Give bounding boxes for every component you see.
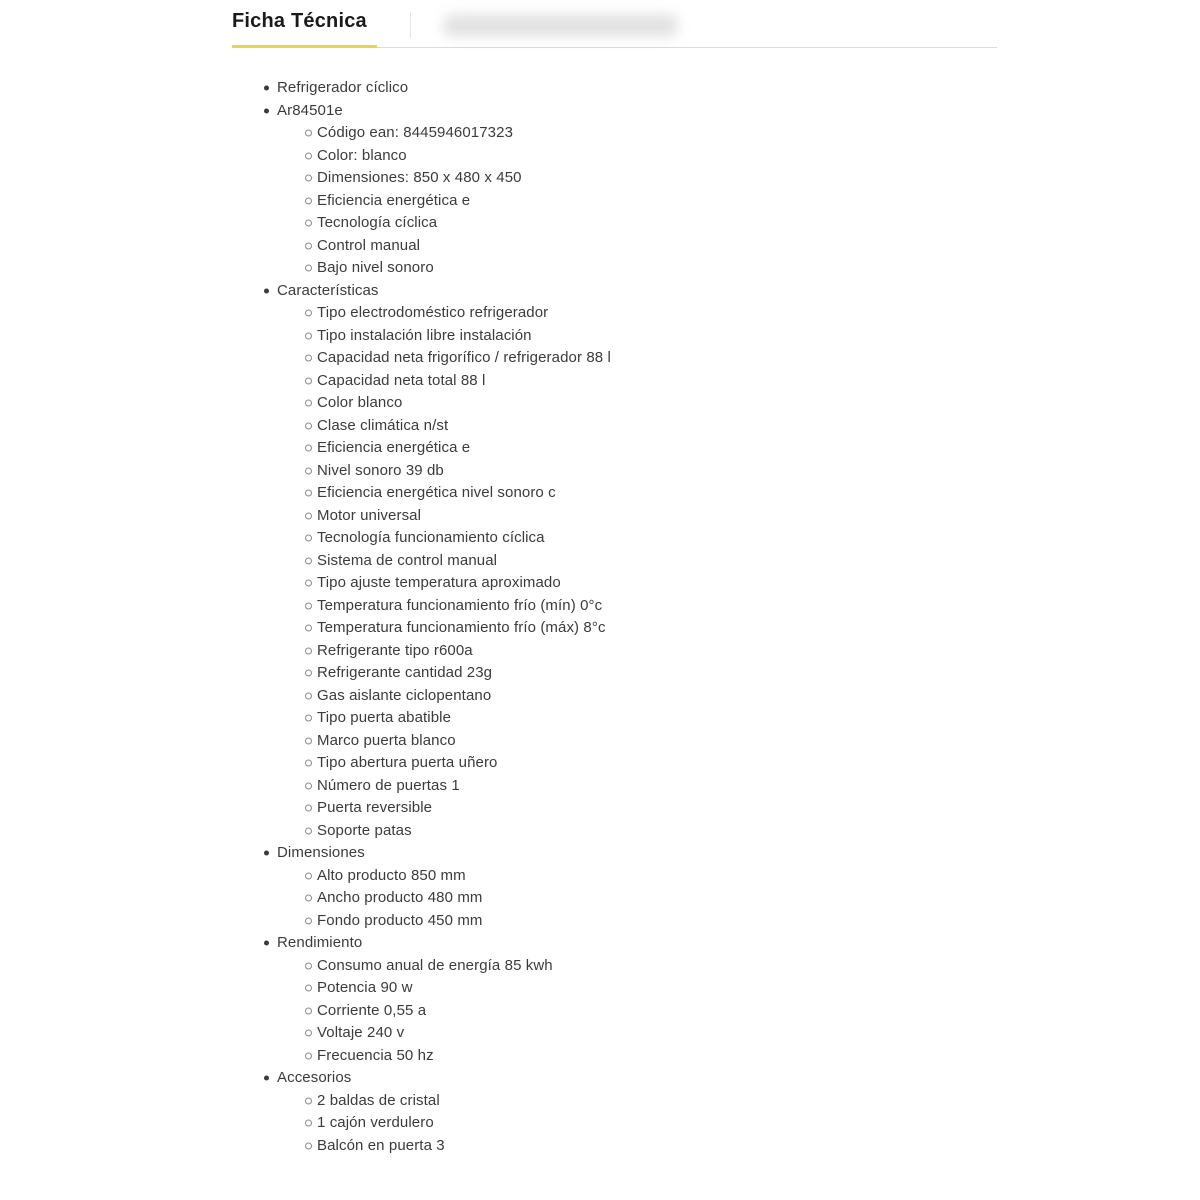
- circle-bullet-icon: [305, 242, 312, 249]
- circle-bullet-icon: [305, 895, 312, 902]
- list-item: [232, 1112, 997, 1135]
- list-item-text: Soporte patas: [317, 821, 412, 839]
- circle-bullet-icon: [305, 737, 312, 744]
- list-item: [232, 1000, 997, 1023]
- list-item: [232, 685, 997, 708]
- circle-bullet-icon: [305, 355, 312, 362]
- list-item: [232, 1045, 997, 1068]
- disc-bullet-icon: [264, 108, 269, 113]
- circle-bullet-icon: [305, 692, 312, 699]
- list-item-text: Refrigerante cantidad 23g: [317, 664, 493, 681]
- circle-bullet-icon: [305, 782, 312, 789]
- circle-bullet-icon: [305, 917, 312, 924]
- list-item: [232, 820, 997, 843]
- list-item-text: Nivel sonoro 39 db: [317, 461, 444, 479]
- circle-bullet-icon: [305, 805, 312, 812]
- list-item: [232, 167, 997, 190]
- circle-bullet-icon: [305, 467, 312, 474]
- ficha-tecnica-section: [232, 0, 997, 1157]
- list-item: [232, 887, 997, 910]
- list-item: [232, 280, 997, 303]
- disc-bullet-icon: [264, 288, 269, 293]
- disc-bullet-icon: [264, 941, 269, 946]
- circle-bullet-icon: [305, 557, 312, 564]
- list-item: [232, 707, 997, 730]
- list-item-text: Refrigerante tipo r600a: [317, 641, 473, 659]
- circle-bullet-icon: [305, 310, 312, 317]
- list-item: [232, 617, 997, 640]
- disc-bullet-icon: [264, 851, 269, 856]
- list-item-text: Eficiencia energética e: [317, 439, 471, 456]
- list-item: [232, 347, 997, 370]
- circle-bullet-icon: [305, 490, 312, 497]
- list-item-text: Dimensiones: [277, 844, 365, 861]
- circle-bullet-icon: [305, 130, 312, 137]
- circle-bullet-icon: [305, 625, 312, 632]
- list-item: [232, 662, 997, 685]
- list-item-text: 2 baldas de cristal: [317, 1091, 440, 1109]
- circle-bullet-icon: [305, 377, 312, 384]
- spec-list: [232, 77, 997, 1157]
- list-item-text: Consumo anual de energía 85 kwh: [317, 956, 553, 974]
- tab-redacted-blurred[interactable]: [443, 14, 678, 37]
- list-item-text: Número de puertas 1: [317, 776, 460, 794]
- list-item: [232, 595, 997, 618]
- list-item: [232, 797, 997, 820]
- list-item-text: Color blanco: [317, 394, 403, 411]
- list-item-text: Capacidad neta frigorífico / refrigerador 88 l: [317, 349, 611, 366]
- list-item-text: Tipo abertura puerta uñero: [317, 754, 498, 771]
- list-item-text: Accesorios: [277, 1069, 352, 1086]
- circle-bullet-icon: [305, 715, 312, 722]
- circle-bullet-icon: [305, 512, 312, 519]
- list-item: [232, 392, 997, 415]
- circle-bullet-icon: [305, 265, 312, 272]
- circle-bullet-icon: [305, 647, 312, 654]
- list-item: [232, 257, 997, 280]
- list-item: [232, 842, 997, 865]
- list-item: [232, 1090, 997, 1113]
- circle-bullet-icon: [305, 220, 312, 227]
- list-item: [232, 415, 997, 438]
- list-item-text: 1 cajón verdulero: [317, 1114, 434, 1131]
- list-item: [232, 100, 997, 123]
- list-item-text: Características: [277, 281, 379, 299]
- list-item-text: Control manual: [317, 236, 421, 254]
- circle-bullet-icon: [305, 152, 312, 159]
- circle-bullet-icon: [305, 1097, 312, 1104]
- circle-bullet-icon: [305, 827, 312, 834]
- list-item: [232, 1067, 997, 1090]
- list-item-text: Puerta reversible: [317, 799, 433, 816]
- circle-bullet-icon: [305, 175, 312, 182]
- list-item: [232, 955, 997, 978]
- list-item-text: Ancho producto 480 mm: [317, 889, 483, 906]
- list-item-text: Alto producto 850 mm: [317, 866, 466, 884]
- list-item-text: Rendimiento: [277, 934, 363, 951]
- list-item-text: Tipo electrodoméstico refrigerador: [317, 304, 549, 321]
- list-item-text: Capacidad neta total 88 l: [317, 371, 486, 389]
- list-item-text: Eficiencia energética nivel sonoro c: [317, 484, 556, 501]
- circle-bullet-icon: [305, 760, 312, 767]
- circle-bullet-icon: [305, 535, 312, 542]
- list-item-text: Sistema de control manual: [317, 551, 498, 569]
- list-item: [232, 437, 997, 460]
- circle-bullet-icon: [305, 670, 312, 677]
- list-item: [232, 910, 997, 933]
- list-item: [232, 730, 997, 753]
- list-item-text: Gas aislante ciclopentano: [317, 686, 492, 704]
- circle-bullet-icon: [305, 602, 312, 609]
- list-item-text: Dimensiones: 850 x 480 x 450: [317, 169, 522, 186]
- circle-bullet-icon: [305, 197, 312, 204]
- list-item-text: Tipo puerta abatible: [317, 709, 452, 726]
- list-item-text: Tecnología funcionamiento cíclica: [317, 529, 545, 546]
- circle-bullet-icon: [305, 445, 312, 452]
- list-item: [232, 527, 997, 550]
- list-item: [232, 640, 997, 663]
- tab-ficha-tecnica[interactable]: Ficha Técnica: [232, 4, 377, 48]
- list-item-text: Frecuencia 50 hz: [317, 1046, 434, 1064]
- list-item: [232, 122, 997, 145]
- list-item: [232, 932, 997, 955]
- circle-bullet-icon: [305, 332, 312, 339]
- circle-bullet-icon: [305, 422, 312, 429]
- list-item-text: Código ean: 8445946017323: [317, 124, 514, 141]
- list-item: [232, 1022, 997, 1045]
- circle-bullet-icon: [305, 962, 312, 969]
- list-item-text: Bajo nivel sonoro: [317, 259, 434, 276]
- list-item: [232, 325, 997, 348]
- list-item-text: Tipo ajuste temperatura aproximado: [317, 574, 561, 591]
- circle-bullet-icon: [305, 1030, 312, 1037]
- list-item-text: Voltaje 240 v: [317, 1024, 405, 1041]
- list-item-text: Balcón en puerta 3: [317, 1136, 445, 1154]
- list-item: [232, 190, 997, 213]
- tabbar: [232, 4, 997, 48]
- circle-bullet-icon: [305, 1052, 312, 1059]
- list-item-text: Tecnología cíclica: [317, 214, 438, 231]
- circle-bullet-icon: [305, 985, 312, 992]
- list-item-text: Temperatura funcionamiento frío (máx) 8°c: [317, 619, 606, 636]
- list-item: [232, 302, 997, 325]
- list-item-text: Fondo producto 450 mm: [317, 911, 483, 929]
- list-item: [232, 865, 997, 888]
- list-item: [232, 572, 997, 595]
- list-item: [232, 1135, 997, 1158]
- list-item: [232, 550, 997, 573]
- list-item-text: Potencia 90 w: [317, 979, 413, 996]
- list-item-text: Motor universal: [317, 506, 422, 524]
- list-item-text: Corriente 0,55 a: [317, 1001, 427, 1019]
- disc-bullet-icon: [264, 1076, 269, 1081]
- list-item: [232, 482, 997, 505]
- disc-bullet-icon: [264, 86, 269, 91]
- list-item: [232, 212, 997, 235]
- list-item: [232, 977, 997, 1000]
- list-item-text: Color: blanco: [317, 146, 407, 164]
- list-item-text: Refrigerador cíclico: [277, 79, 409, 96]
- list-item-text: Marco puerta blanco: [317, 731, 456, 749]
- circle-bullet-icon: [305, 1120, 312, 1127]
- circle-bullet-icon: [305, 580, 312, 587]
- tab-divider: [410, 12, 411, 38]
- circle-bullet-icon: [305, 400, 312, 407]
- circle-bullet-icon: [305, 1007, 312, 1014]
- list-item: [232, 145, 997, 168]
- list-item: [232, 77, 997, 100]
- list-item: [232, 775, 997, 798]
- list-item-text: Eficiencia energética e: [317, 191, 471, 209]
- list-item: [232, 460, 997, 483]
- list-item-text: Ar84501e: [277, 101, 343, 119]
- circle-bullet-icon: [305, 872, 312, 879]
- list-item: [232, 505, 997, 528]
- list-item-text: Clase climática n/st: [317, 416, 449, 434]
- circle-bullet-icon: [305, 1142, 312, 1149]
- list-item-text: Temperatura funcionamiento frío (mín) 0°c: [317, 596, 603, 614]
- list-item: [232, 235, 997, 258]
- list-item: [232, 752, 997, 775]
- list-item-text: Tipo instalación libre instalación: [317, 326, 532, 344]
- list-item: [232, 370, 997, 393]
